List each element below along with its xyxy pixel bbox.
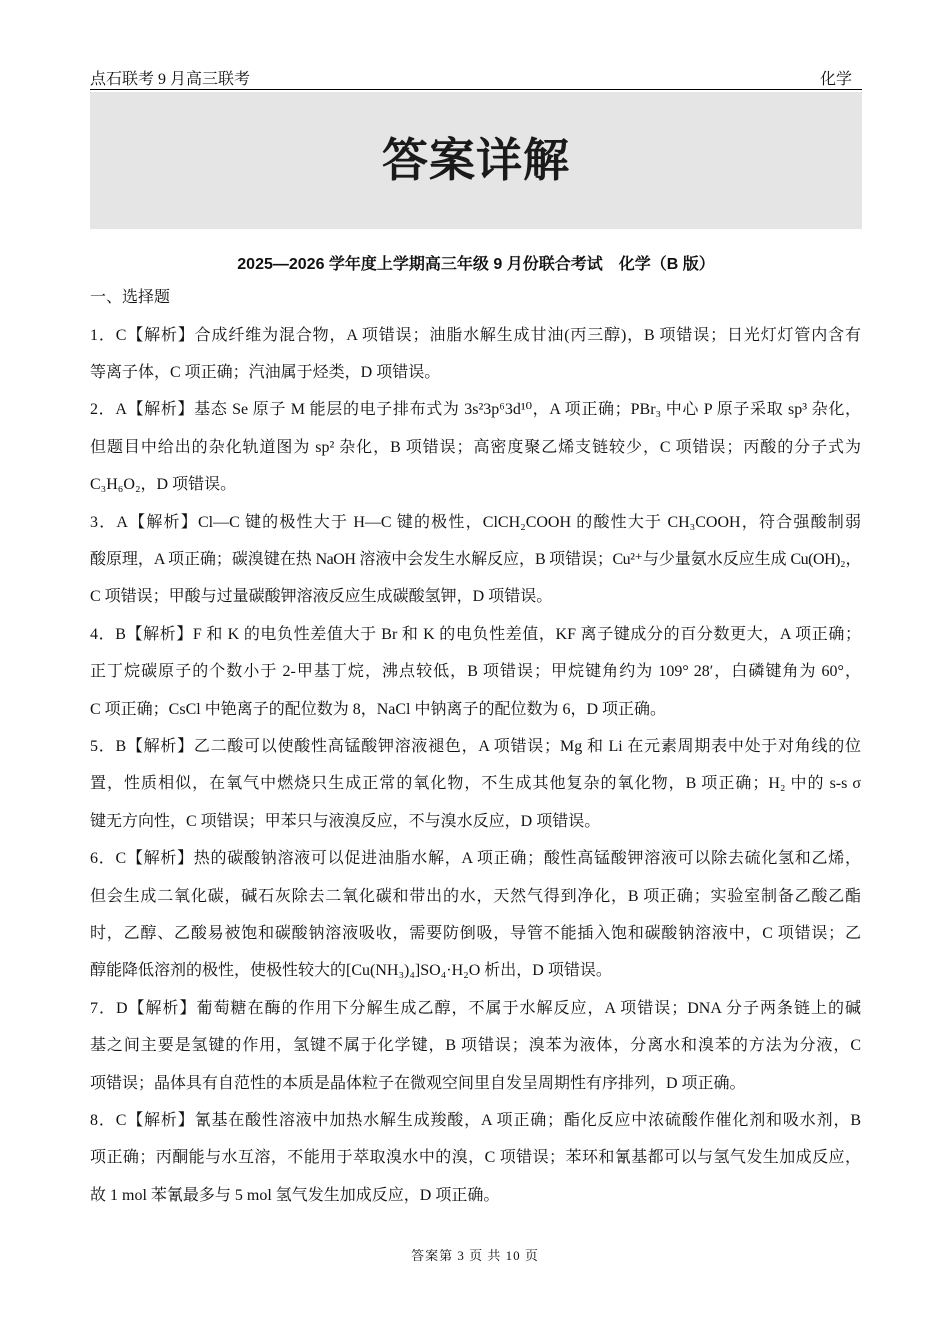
answer-section xyxy=(90,279,861,1214)
answer-line: 3．A【解析】Cl—C 键的极性大于 H—C 键的极性，ClCH₂COOH 的酸性大于 CH₃COOH，符合强酸制弱 xyxy=(90,513,861,531)
answer-item-6 xyxy=(90,840,861,990)
section-heading: 一、选择题 xyxy=(90,289,171,307)
answer-line: 醇能降低溶剂的极性，使极性较大的[Cu(NH₃)₄]SO₄·H₂O 析出，D 项错误。 xyxy=(90,962,612,980)
answer-line: 键无方向性，C 项错误；甲苯只与液溴反应，不与溴水反应，D 项错误。 xyxy=(90,812,601,830)
answer-line: 置，性质相似，在氧气中燃烧只生成正常的氧化物，不生成其他复杂的氧化物，B 项正确；H₂ 中的 s-s σ xyxy=(90,775,861,793)
answer-line: C₃H₆O₂，D 项错误。 xyxy=(90,476,237,494)
answer-item-8 xyxy=(90,1102,861,1214)
answer-line: 但会生成二氧化碳，碱石灰除去二氧化碳和带出的水，天然气得到净化，B 项正确；实验室制备乙酸乙酯 xyxy=(90,887,861,905)
answer-item-3 xyxy=(90,504,861,616)
answer-line: 1．C【解析】合成纤维为混合物，A 项错误；油脂水解生成甘油(丙三醇)，B 项错误；日光灯灯管内含有 xyxy=(90,326,861,344)
answer-line: 酸原理，A 项正确；碳溴键在热 NaOH 溶液中会发生水解反应，B 项错误；Cu²⁺与少量氨水反应生成 Cu(OH)₂， xyxy=(90,551,861,569)
answer-line: C 项正确；CsCl 中铯离子的配位数为 8，NaCl 中钠离子的配位数为 6，D 项正确。 xyxy=(90,700,667,718)
answer-item-2 xyxy=(90,391,861,503)
answer-line: 4．B【解析】F 和 K 的电负性差值大于 Br 和 K 的电负性差值，KF 离子键成分的百分数更大，A 项正确； xyxy=(90,625,861,643)
answer-line: 2．A【解析】基态 Se 原子 M 能层的电子排布式为 3s²3p⁶3d¹⁰，A 项正确；PBr₃ 中心 P 原子采取 sp³ 杂化， xyxy=(90,401,861,419)
answer-item-7 xyxy=(90,990,861,1102)
answer-line: 5．B【解析】乙二酸可以使酸性高锰酸钾溶液褪色，A 项错误；Mg 和 Li 在元素周期表中处于对角线的位 xyxy=(90,737,861,755)
answer-item-4 xyxy=(90,616,861,728)
page-title: 答案详解 xyxy=(382,134,570,186)
answer-line: 8．C【解析】氰基在酸性溶液中加热水解生成羧酸，A 项正确；酯化反应中浓硫酸作催化剂和吸水剂，B xyxy=(90,1111,861,1129)
answer-item-1 xyxy=(90,317,861,392)
answer-line: 项错误；晶体具有自范性的本质是晶体粒子在微观空间里自发呈周期性有序排列，D 项正确。 xyxy=(90,1074,746,1092)
answer-line: 时，乙醇、乙酸易被饱和碳酸钠溶液吸收，需要防倒吸，导管不能插入饱和碳酸钠溶液中，C 项错误；乙 xyxy=(90,924,861,942)
answer-line: 项正确；丙酮能与水互溶，不能用于萃取溴水中的溴，C 项错误；苯环和氰基都可以与氢气发生加成反应， xyxy=(90,1149,861,1167)
answer-line: 但题目中给出的杂化轨道图为 sp² 杂化，B 项错误；高密度聚乙烯支链较少，C 项错误；丙酸的分子式为 xyxy=(90,438,861,456)
answer-line: 7．D【解析】葡萄糖在酶的作用下分解生成乙醇，不属于水解反应，A 项错误；DNA 分子两条链上的碱 xyxy=(90,999,861,1017)
answer-line: 正丁烷碳原子的个数小于 2-甲基丁烷，沸点较低，B 项错误；甲烷键角约为 109° 28′，白磷键角为 60°， xyxy=(90,663,861,681)
answer-line: 故 1 mol 苯氰最多与 5 mol 氢气发生加成反应，D 项正确。 xyxy=(90,1186,500,1204)
exam-series-label: 点石联考 9 月高三联考 xyxy=(90,71,251,88)
answer-line: C 项错误；甲酸与过量碳酸钾溶液反应生成碳酸氢钾，D 项错误。 xyxy=(90,588,553,606)
answer-line: 6．C【解析】热的碳酸钠溶液可以促进油脂水解，A 项正确；酸性高锰酸钾溶液可以除去硫化氢和乙烯， xyxy=(90,850,861,868)
header-rule xyxy=(90,89,862,90)
answer-line: 等离子体，C 项正确；汽油属于烃类，D 项错误。 xyxy=(90,364,441,382)
subject-label: 化学 xyxy=(819,71,852,88)
title-banner xyxy=(90,92,862,229)
page-number-footer: 答案第 3 页 共 10 页 xyxy=(411,1248,539,1263)
answer-line: 基之间主要是氢键的作用，氢键不属于化学键，B 项错误；溴苯为液体，分离水和溴苯的方法为分液，C xyxy=(90,1037,861,1055)
exam-subtitle: 2025—2026 学年度上学期高三年级 9 月份联合考试 化学（B 版） xyxy=(237,256,715,273)
answer-item-5 xyxy=(90,728,861,840)
